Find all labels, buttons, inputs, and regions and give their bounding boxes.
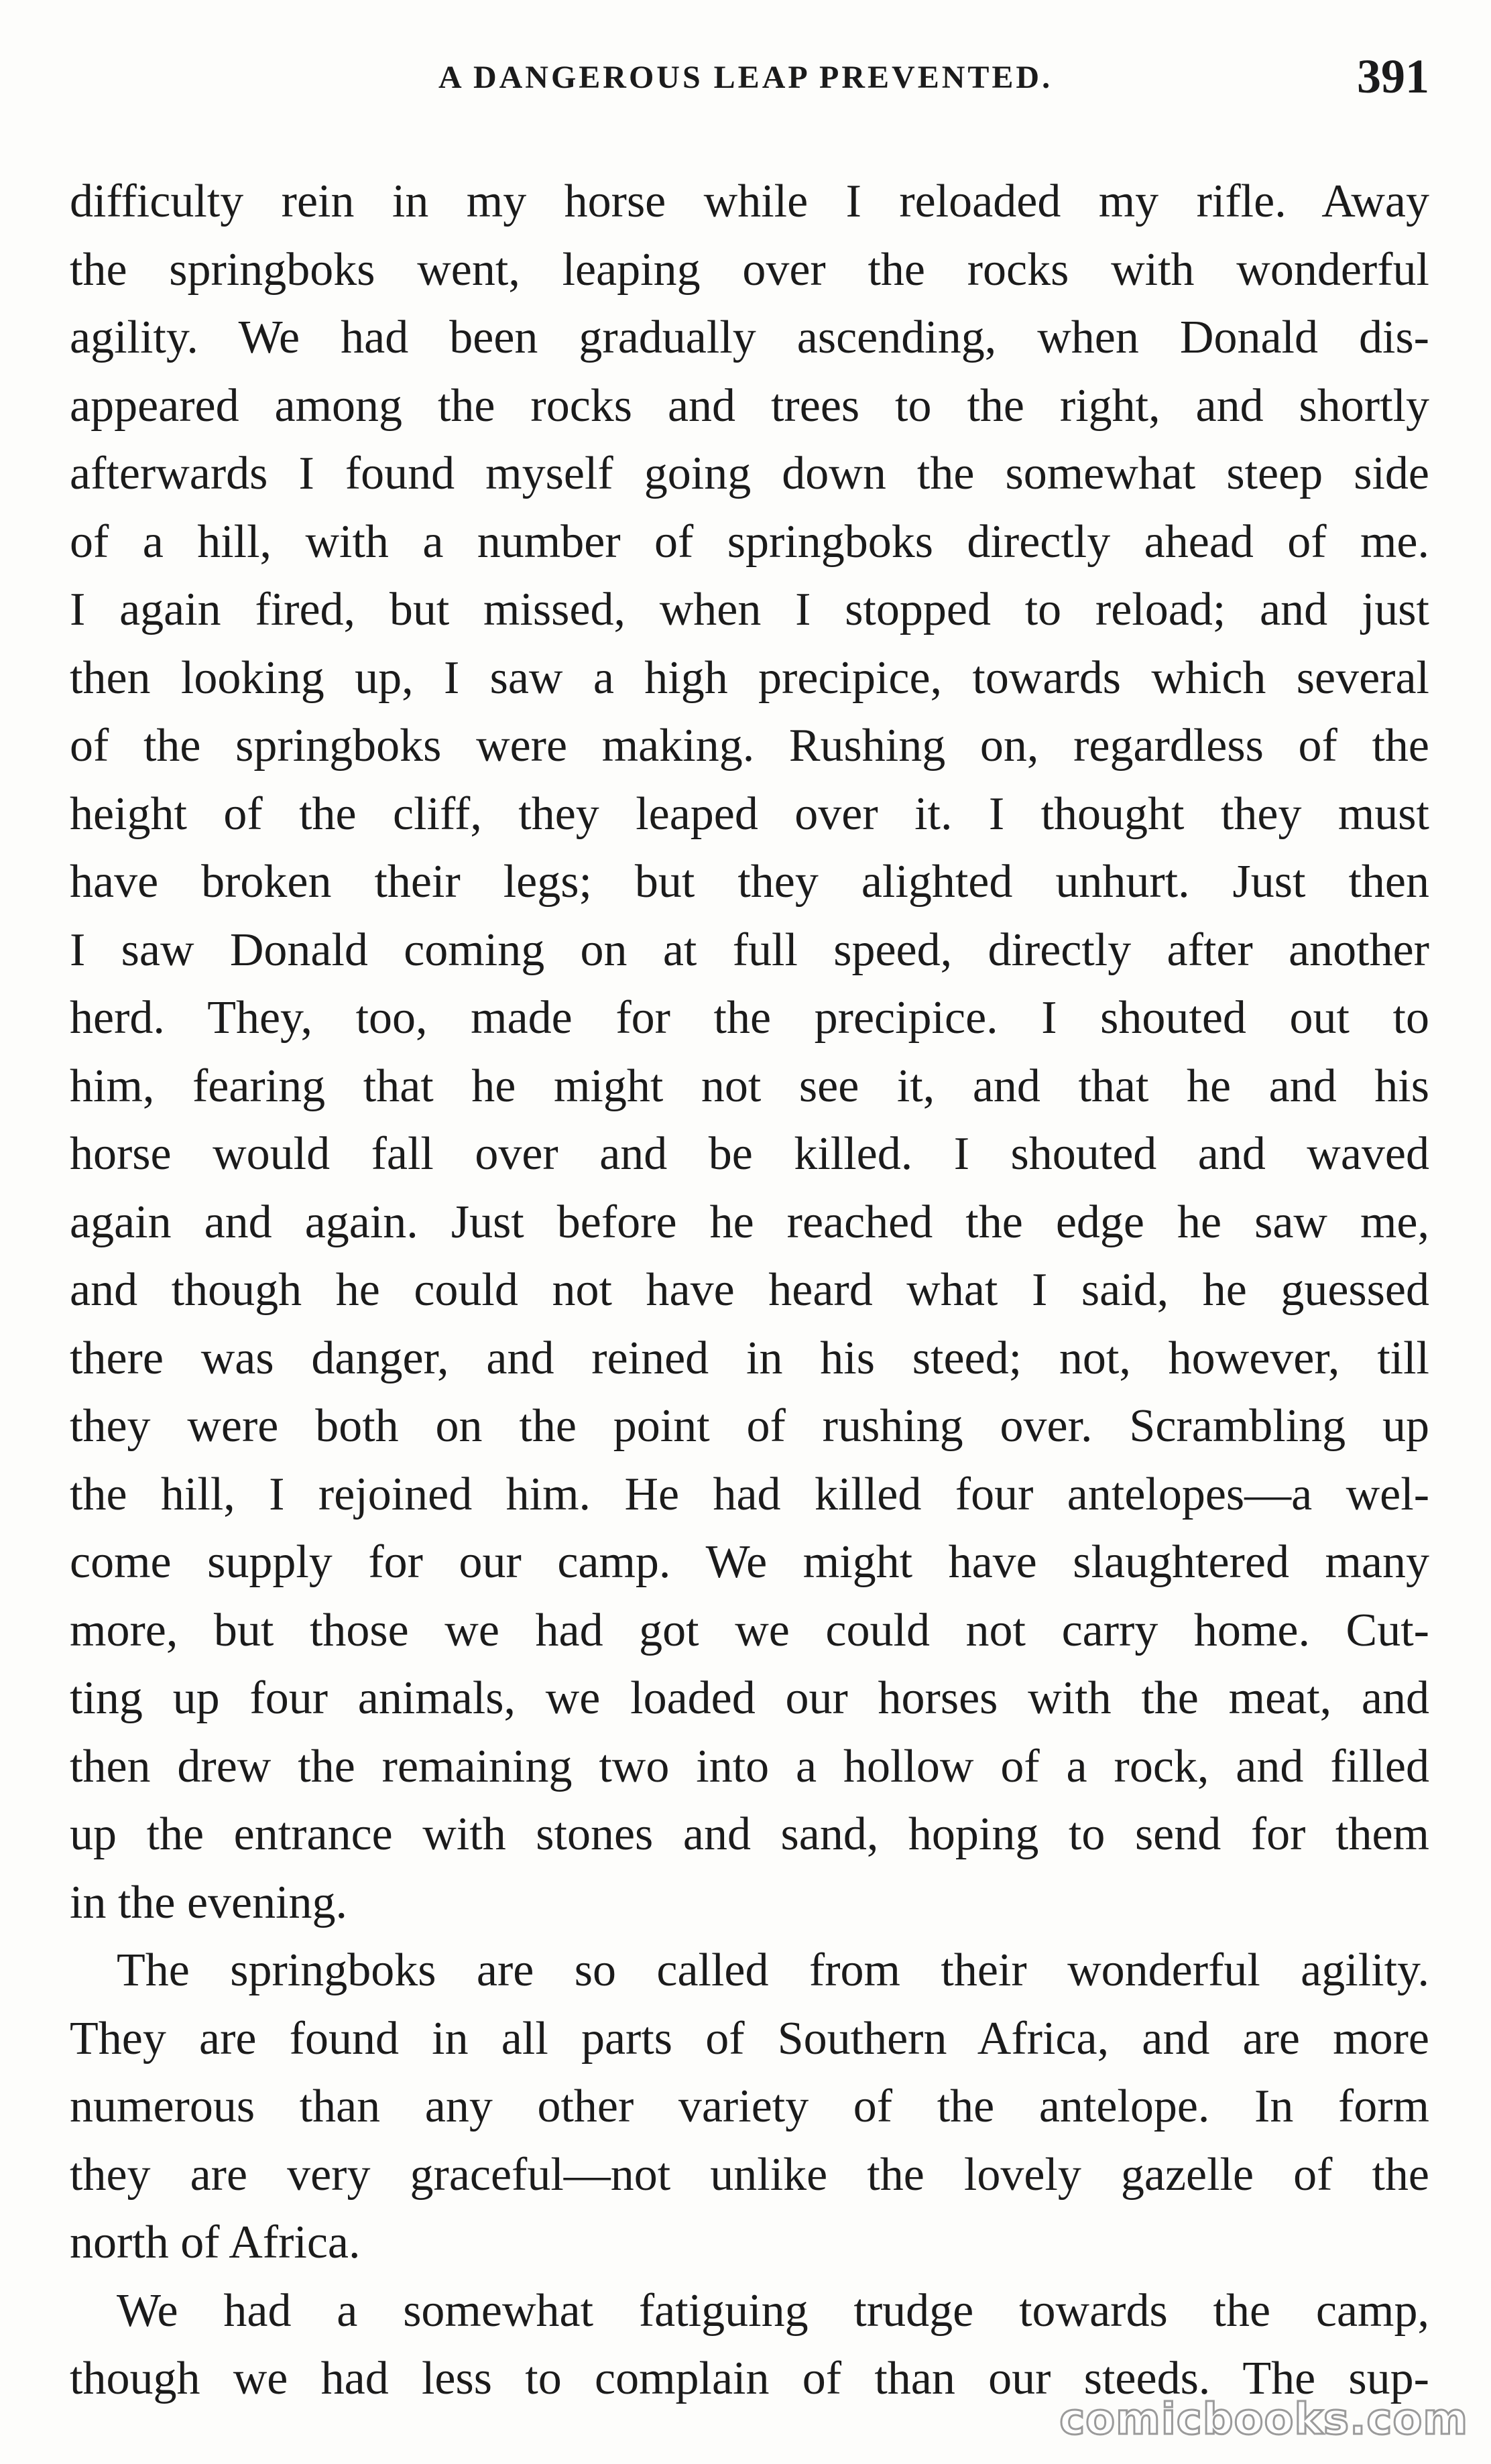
- text-line: him, fearing that he might not see it, and that he and his: [70, 1060, 1429, 1112]
- paragraph-2: [70, 1936, 1429, 2277]
- text-line: and though he could not have heard what I said, he guessed: [70, 1264, 1429, 1316]
- text-line: appeared among the rocks and trees to the right, and shortly: [70, 379, 1429, 432]
- text-line: horse would fall over and be killed. I shouted and waved: [70, 1128, 1429, 1180]
- text-line: they are very graceful—not unlike the lovely gazelle of the: [70, 2148, 1429, 2201]
- paragraph-1: [70, 168, 1429, 1936]
- text-line: the hill, I rejoined him. He had killed four antelopes—a wel-: [70, 1468, 1429, 1520]
- text-line: more, but those we had got we could not carry home. Cut-: [70, 1604, 1429, 1656]
- text-line: herd. They, too, made for the precipice. I shouted out to: [70, 992, 1429, 1044]
- text-line: afterwards I found myself going down the somewhat steep side: [70, 448, 1429, 499]
- text-line: of the springboks were making. Rushing on, regardless of the: [70, 720, 1429, 772]
- text-line: of a hill, with a number of springboks directly ahead of me.: [70, 515, 1429, 568]
- text-line: then looking up, I saw a high precipice, towards which several: [70, 652, 1429, 704]
- text-line: then drew the remaining two into a hollow of a rock, and filled: [70, 1740, 1429, 1792]
- text-line: ting up four animals, we loaded our horses with the meat, and: [70, 1672, 1429, 1724]
- text-line: height of the cliff, they leaped over it. I thought they must: [70, 788, 1429, 840]
- text-line: difficulty rein in my horse while I reloaded my rifle. Away: [70, 176, 1429, 227]
- text-line: there was danger, and reined in his steed; not, however, till: [70, 1332, 1429, 1384]
- text-line: The springboks are so called from their wonderful agility.: [117, 1945, 1429, 1996]
- text-line: agility. We had been gradually ascending, when Donald dis-: [70, 312, 1429, 363]
- page-number: 391: [1357, 50, 1429, 103]
- text-line: again and again. Just before he reached the edge he saw me,: [70, 1196, 1429, 1248]
- text-line: numerous than any other variety of the antelope. In form: [70, 2081, 1429, 2132]
- paragraph-3: [70, 2277, 1429, 2413]
- text-line: though we had less to complain of than our steeds. The sup-: [70, 2353, 1429, 2404]
- text-line: north of Africa.: [70, 2217, 361, 2268]
- running-title: A DANGEROUS LEAP PREVENTED.: [438, 60, 1053, 95]
- text-line: I saw Donald coming on at full speed, directly after another: [70, 924, 1429, 976]
- text-line: They are found in all parts of Southern Africa, and are more: [70, 2012, 1429, 2065]
- text-line: in the evening.: [70, 1876, 348, 1928]
- text-line: have broken their legs; but they alighted unhurt. Just then: [70, 856, 1429, 908]
- text-line: they were both on the point of rushing over. Scrambling up: [70, 1400, 1429, 1452]
- watermark-logo: comicbooks.com: [1059, 2395, 1468, 2445]
- body-text: [70, 168, 1429, 2413]
- text-line: I again fired, but missed, when I stopped to reload; and just: [70, 584, 1429, 635]
- text-line: up the entrance with stones and sand, hoping to send for them: [70, 1808, 1429, 1860]
- text-line: come supply for our camp. We might have slaughtered many: [70, 1536, 1429, 1588]
- text-line: We had a somewhat fatiguing trudge towards the camp,: [117, 2284, 1429, 2337]
- text-line: the springboks went, leaping over the rocks with wonderful: [70, 243, 1429, 296]
